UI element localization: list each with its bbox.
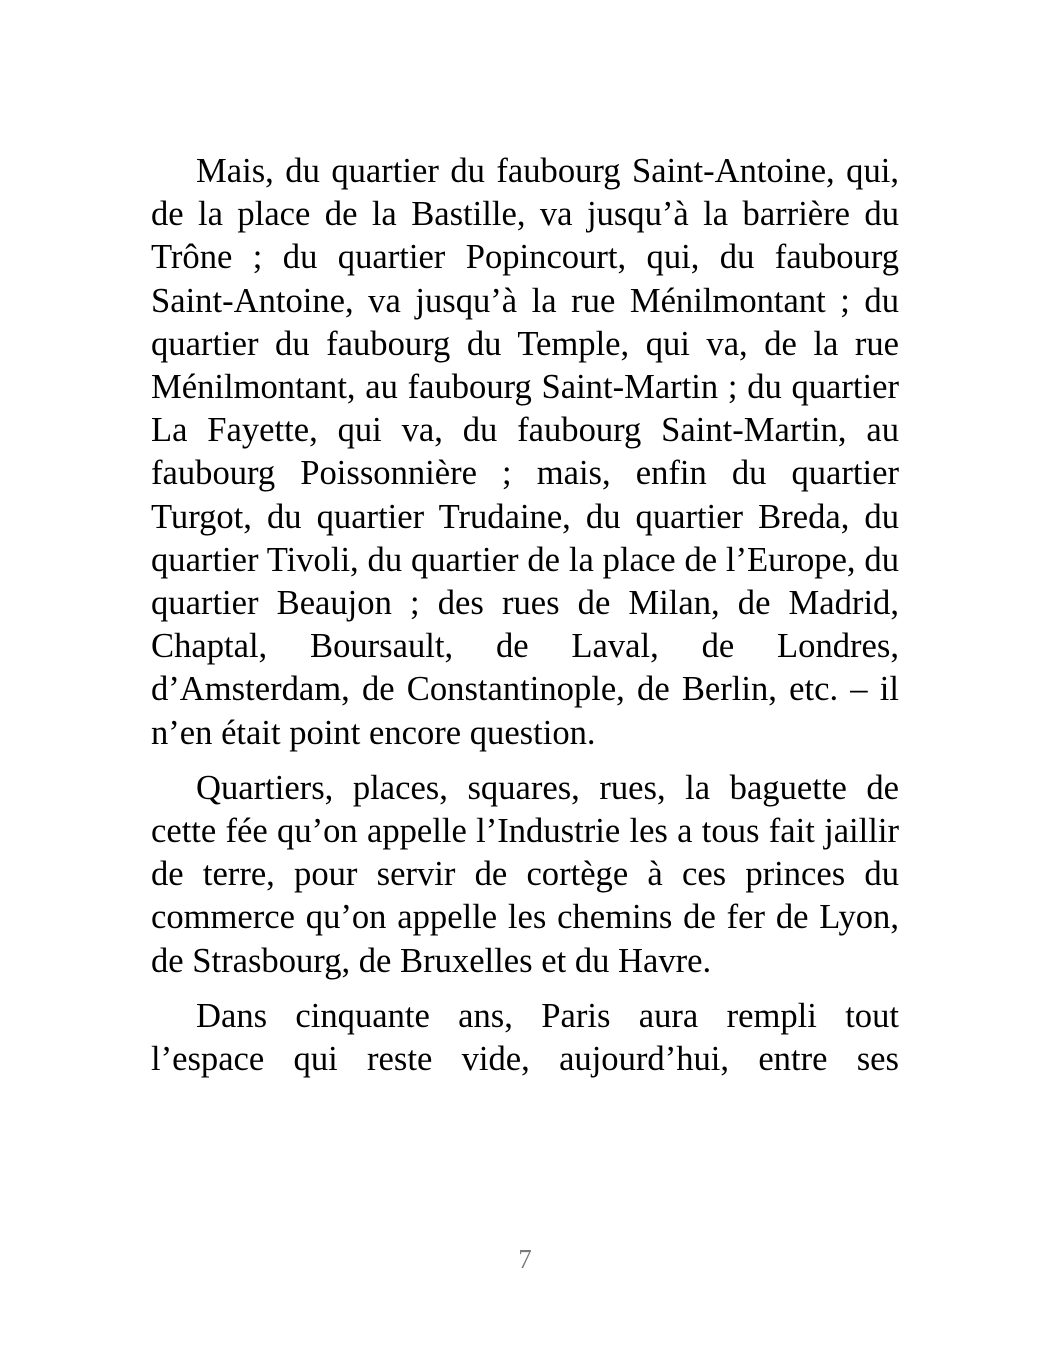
body-text: [151, 150, 899, 1081]
paragraph-1: Mais, du quartier du faubourg Saint-Antoine, qui, de la place de la Bastille, va jusqu’à la barrière du Trône ; du quartier Popincourt, qui, du faubourg Saint-Antoine, va jusqu’à la rue Ménilmontant ; du quartier du faubourg du Temple, qui va, de la rue Ménilmontant, au faubourg Saint-Martin ; du quartier La Fayette, qui va, du faubourg Saint-Martin, au faubourg Poissonnière ; mais, enfin du quartier Turgot, du quartier Trudaine, du quartier Breda, du quartier Tivoli, du quartier de la place de l’Europe, du quartier Beaujon ; des rues de Milan, de Madrid, Chaptal, Boursault, de Laval, de Londres, d’Amsterdam, de Constantinople, de Berlin, etc. – il n’en était point encore question.: [151, 152, 899, 752]
page-number: 7: [518, 1244, 532, 1274]
paragraph-2: Quartiers, places, squares, rues, la baguette de cette fée qu’on appelle l’Industrie les a tous fait jaillir de terre, pour servir de cortège à ces princes du commerce qu’on appelle les chemins de fer de Lyon, de Strasbourg, de Bruxelles et du Havre.: [151, 768, 899, 980]
paragraph-3: Dans cinquante ans, Paris aura rempli tout l’espace qui reste vide, aujourd’hui, entre ses: [151, 996, 899, 1079]
